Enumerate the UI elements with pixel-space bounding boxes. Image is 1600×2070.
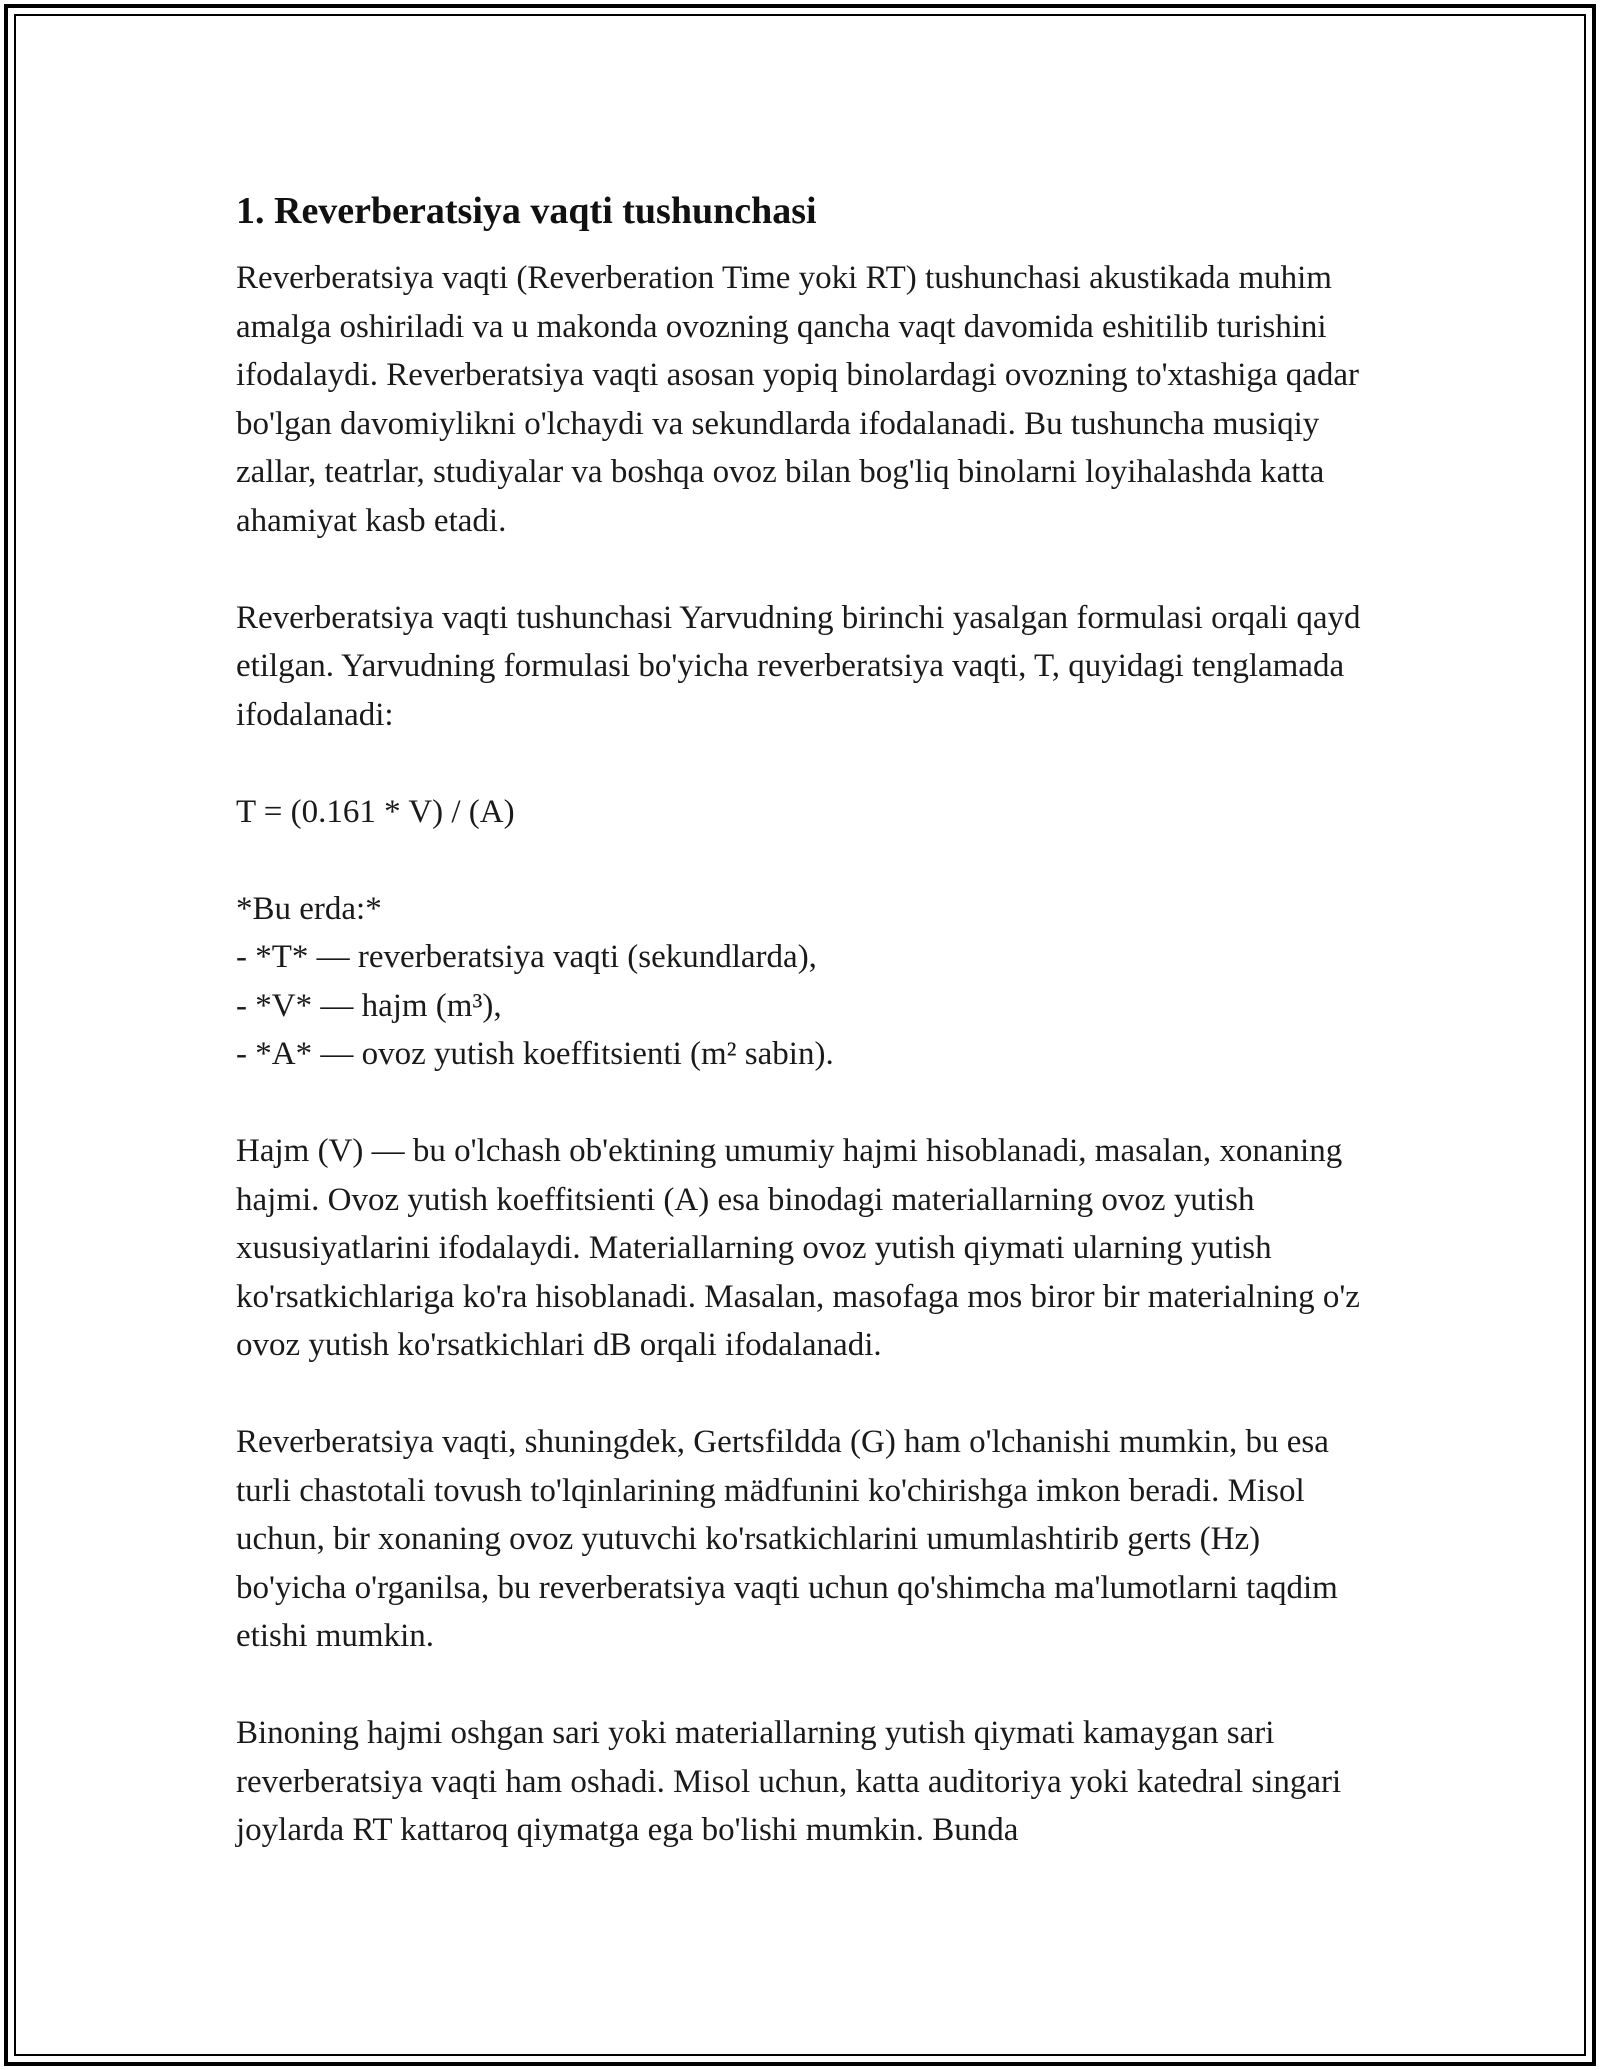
document-body: [236, 186, 1376, 1855]
section-heading: 1. Reverberatsiya vaqti tushunchasi: [236, 190, 817, 232]
formula: T = (0.161 * V) / (A): [236, 793, 515, 830]
definitions-list: [236, 885, 1376, 1079]
definition-item-t: - *T* — reverberatsiya vaqti (sekundlarda),: [236, 939, 817, 975]
paragraph-formula-intro: Reverberatsiya vaqti tushunchasi Yarvudning birinchi yasalgan formulasi orqali qayd etilgan. Yarvudning formulasi bo'yicha reverberatsiya vaqti, T, quyidagi tenglamada ifodalanadi:: [236, 599, 1361, 733]
paragraph-intro: Reverberatsiya vaqti (Reverberation Time yoki RT) tushunchasi akustikada muhim amalga oshiriladi va u makonda ovozning qancha vaqt davomida eshitilib turishini ifodalaydi. Reverberatsiya vaqti asosan yopiq binolardagi ovozning to'xtashiga qadar bo'lgan davomiylikni o'lchaydi va sekundlarda ifodalanadi. Bu tushuncha musiqiy zallar, teatrlar, studiyalar va boshqa ovoz bilan bog'liq binolarni loyihalashda katta ahamiyat kasb etadi.: [236, 260, 1360, 539]
definition-item-a: - *A* — ovoz yutish koeffitsienti (m² sabin).: [236, 1036, 834, 1072]
paragraph-volume: Hajm (V) — bu o'lchash ob'ektining umumiy hajmi hisoblanadi, masalan, xonaning hajmi. Ovoz yutish koeffitsienti (A) esa binodagi materiallarning ovoz yutish xususiyatlarini ifodalaydi. Materiallarning ovoz yutish qiymati ularning yutish ko'rsatkichlariga ko'ra hisoblanadi. Masalan, masofaga mos biror bir materialning o'z ovoz yutish ko'rsatkichlari dB orqali ifodalanadi.: [236, 1133, 1360, 1363]
definition-item-v: - *V* — hajm (m³),: [236, 987, 502, 1024]
paragraph-frequency: Reverberatsiya vaqti, shuningdek, Gertsfildda (G) ham o'lchanishi mumkin, bu esa turli chastotali tovush to'lqinlarining mädfunini ko'chirishga imkon beradi. Misol uchun, bir xonaning ovoz yutuvchi ko'rsatkichlarini umumlashtirib gerts (Hz) bo'yicha o'rganilsa, bu reverberatsiya vaqti uchun qo'shimcha ma'lumotlarni taqdim etishi mumkin.: [236, 1424, 1338, 1654]
definitions-intro: *Bu erda:*: [236, 890, 382, 927]
paragraph-building-volume: Binoning hajmi oshgan sari yoki materiallarning yutish qiymati kamaygan sari reverberatsiya vaqti ham oshadi. Misol uchun, katta auditoriya yoki katedral singari joylarda RT kattaroq qiymatga ega bo'lishi mumkin. Bunda: [236, 1715, 1342, 1848]
